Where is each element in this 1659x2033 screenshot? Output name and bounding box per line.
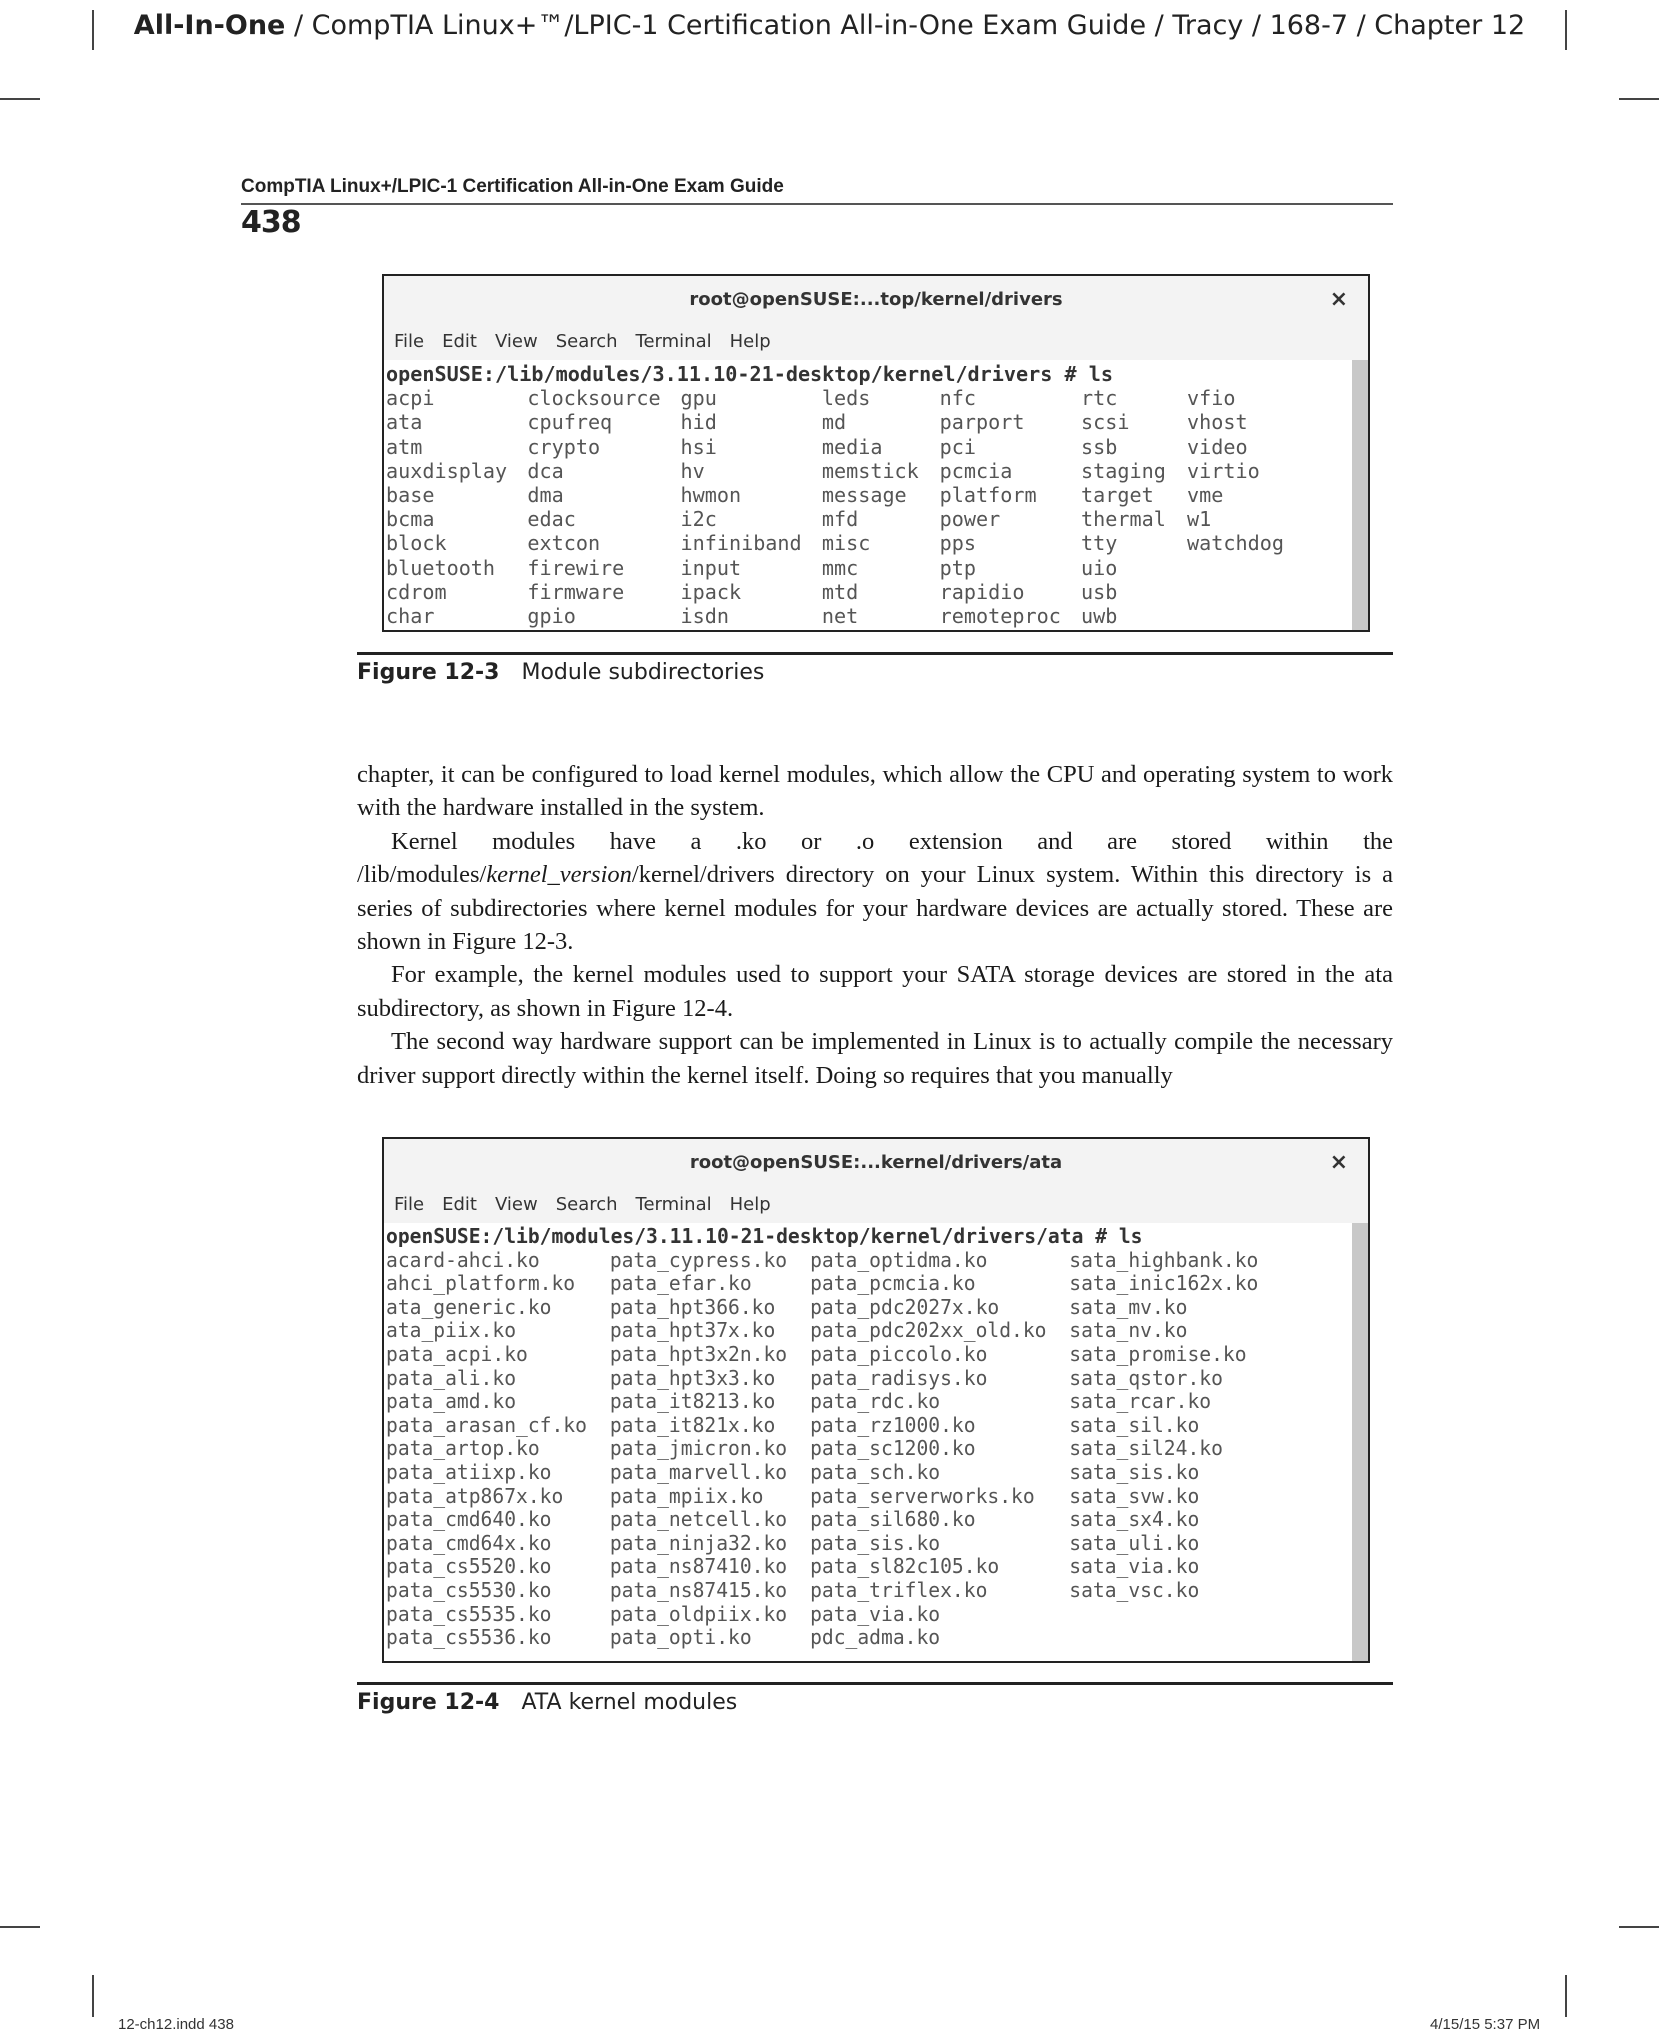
listing-entry: firewire — [527, 555, 625, 580]
scrollbar[interactable] — [1352, 360, 1368, 630]
paragraph: The second way hardware support can be implemented in Linux is to actually compile the necessary driver support directly within the kernel itself. Doing so requires that you manually — [357, 1028, 1393, 1089]
crop-mark — [1619, 1926, 1659, 1928]
paragraph: chapter, it can be configured to load kernel modules, which allow the CPU and operating system to work with the hardware installed in the system. — [357, 761, 1393, 822]
listing-row — [386, 1437, 1350, 1461]
listing-row — [386, 386, 1350, 410]
terminal-titlebar — [384, 1139, 1368, 1187]
menu-terminal[interactable]: Terminal — [635, 1194, 712, 1215]
running-head-bold: All-In-One — [133, 10, 286, 41]
listing-entry: pata_cs5530.ko — [386, 1577, 552, 1602]
terminal-window-ata[interactable] — [382, 1137, 1370, 1663]
listing-entry: mfd — [821, 507, 859, 532]
listing-entry: parport — [939, 410, 1025, 435]
menu-view[interactable]: View — [494, 331, 538, 352]
listing-entry: edac — [527, 507, 576, 532]
listing-entry: md — [821, 410, 847, 435]
running-head — [0, 10, 1659, 41]
figure-label: Figure 12-3 — [357, 660, 500, 685]
listing-entry: pata_pdc202xx_old.ko — [810, 1318, 1047, 1343]
listing-entry: target — [1081, 483, 1154, 508]
listing-entry: pata_it8213.ko — [609, 1389, 776, 1414]
listing-entry: sata_sx4.ko — [1069, 1507, 1200, 1532]
listing-entry: gpio — [527, 604, 576, 629]
menu-file[interactable]: File — [394, 331, 425, 352]
listing-entry: pps — [939, 531, 977, 556]
listing-entry: pata_acpi.ko — [386, 1341, 528, 1366]
paragraph — [357, 825, 1393, 959]
crop-mark — [0, 98, 40, 100]
close-icon[interactable]: × — [1329, 1150, 1348, 1175]
listing-entry: pata_ninja32.ko — [609, 1530, 788, 1555]
listing-entry: hv — [680, 458, 705, 483]
listing-row — [386, 1603, 1350, 1627]
listing-row — [386, 1296, 1350, 1320]
listing-entry: hid — [680, 410, 717, 435]
listing-entry: pata_cypress.ko — [609, 1247, 788, 1272]
listing-entry: block — [386, 531, 447, 556]
listing-entry: platform — [939, 483, 1037, 508]
listing-entry: crypto — [527, 434, 601, 459]
listing-entry: pata_serverworks.ko — [810, 1483, 1035, 1508]
listing-entry: char — [386, 604, 435, 629]
listing-entry: pata_rz1000.ko — [810, 1412, 976, 1437]
shell-prompt: openSUSE:/lib/modules/3.11.10-21-desktop/kernel/drivers # ls — [386, 362, 1113, 386]
listing-row — [386, 1249, 1350, 1273]
listing-entry: bluetooth — [386, 555, 496, 580]
listing-entry: pata_via.ko — [810, 1601, 941, 1626]
listing-row — [386, 459, 1350, 483]
close-icon[interactable]: × — [1329, 287, 1348, 312]
listing-row — [386, 556, 1350, 580]
listing-row — [386, 507, 1350, 531]
listing-entry: sata_sis.ko — [1069, 1459, 1200, 1484]
listing-entry: message — [821, 483, 907, 508]
listing-entry: acard-ahci.ko — [386, 1247, 540, 1272]
body-text — [357, 758, 1393, 1092]
listing-entry: hwmon — [680, 483, 742, 508]
listing-entry: pata_cs5535.ko — [386, 1601, 552, 1626]
listing-entry: ata_piix.ko — [386, 1318, 517, 1343]
listing-entry: scsi — [1081, 410, 1130, 435]
menu-edit[interactable]: Edit — [442, 331, 477, 352]
listing-entry: pata_netcell.ko — [609, 1507, 788, 1532]
crop-mark — [92, 1975, 94, 2017]
menu-help[interactable]: Help — [729, 331, 771, 352]
listing-entry: power — [939, 507, 1001, 532]
menu-terminal[interactable]: Terminal — [635, 331, 712, 352]
running-head-text: / CompTIA Linux+™/LPIC-1 Certification All-in-One Exam Guide / Tracy / 168-7 / Chapter 12 — [285, 10, 1526, 41]
listing-entry: input — [680, 555, 742, 580]
listing-entry: pci — [939, 434, 977, 459]
listing-row — [386, 1272, 1350, 1296]
listing-entry: pata_hpt3x2n.ko — [609, 1341, 788, 1366]
listing-entry: media — [821, 434, 883, 459]
listing-entry: base — [386, 483, 435, 508]
listing-entry: thermal — [1081, 507, 1166, 532]
listing-row — [386, 1579, 1350, 1603]
listing-entry: extcon — [527, 531, 601, 556]
listing-entry: pata_pcmcia.ko — [810, 1271, 976, 1296]
listing-entry: pdc_adma.ko — [810, 1625, 941, 1650]
terminal-window-drivers[interactable] — [382, 274, 1370, 632]
listing-entry: rapidio — [939, 579, 1025, 604]
listing-entry: pata_arasan_cf.ko — [386, 1412, 587, 1437]
listing-entry: ahci_platform.ko — [386, 1271, 576, 1296]
figure-caption — [357, 660, 764, 685]
listing-entry: net — [821, 604, 859, 629]
listing-row — [386, 410, 1350, 434]
listing-entry: pata_piccolo.ko — [810, 1341, 988, 1366]
listing-entry: tty — [1081, 531, 1118, 556]
listing-entry: pata_ns87415.ko — [609, 1577, 788, 1602]
listing-entry: pata_hpt3x3.ko — [609, 1365, 776, 1390]
listing-entry: staging — [1081, 458, 1166, 483]
figure-label: Figure 12-4 — [357, 1690, 500, 1715]
listing-entry: sata_vsc.ko — [1069, 1577, 1200, 1602]
listing-entry: sata_rcar.ko — [1069, 1389, 1212, 1414]
listing-entry: pata_triflex.ko — [810, 1577, 988, 1602]
figure-rule — [357, 1682, 1393, 1685]
listing-entry: misc — [821, 531, 871, 556]
listing-row — [386, 1555, 1350, 1579]
figure-caption — [357, 1690, 737, 1715]
menu-search[interactable]: Search — [555, 1194, 618, 1215]
listing-entry: pata_rdc.ko — [810, 1389, 941, 1414]
figure-caption-text: ATA kernel modules — [521, 1690, 738, 1715]
listing-entry: atm — [386, 434, 423, 459]
terminal-output[interactable] — [384, 360, 1368, 628]
figure-caption-text: Module subdirectories — [521, 660, 765, 685]
listing-entry: sata_uli.ko — [1069, 1530, 1200, 1555]
listing-entry: video — [1187, 434, 1248, 459]
listing-entry: vme — [1187, 483, 1224, 508]
listing-entry: gpu — [680, 386, 717, 411]
listing-entry: w1 — [1187, 507, 1212, 532]
listing-entry: vfio — [1187, 386, 1236, 411]
listing-entry: pata_ns87410.ko — [609, 1554, 788, 1579]
listing-entry: ssb — [1081, 434, 1118, 459]
listing-entry: isdn — [680, 604, 729, 629]
module-listing — [386, 1249, 1368, 1650]
menu-search[interactable]: Search — [555, 331, 618, 352]
listing-entry: pata_marvell.ko — [609, 1459, 788, 1484]
paragraph-emphasis: kernel_version — [486, 861, 632, 889]
listing-entry: firmware — [527, 579, 625, 604]
listing-entry: ata_generic.ko — [386, 1294, 552, 1319]
listing-entry: nfc — [939, 386, 977, 411]
terminal-menubar — [384, 1187, 1368, 1223]
menu-help[interactable]: Help — [729, 1194, 771, 1215]
listing-entry: dma — [527, 483, 564, 508]
paragraph: For example, the kernel modules used to support your SATA storage devices are stored in the ata subdirectory, as shown in Figure 12-4. — [357, 961, 1393, 1022]
listing-entry: watchdog — [1187, 531, 1284, 556]
listing-entry: pata_atiixp.ko — [386, 1459, 552, 1484]
listing-entry: sata_promise.ko — [1069, 1341, 1247, 1366]
listing-entry: infiniband — [680, 531, 802, 556]
listing-row — [386, 1508, 1350, 1532]
listing-entry: pata_cs5536.ko — [386, 1625, 552, 1650]
listing-entry: sata_sil.ko — [1069, 1412, 1200, 1437]
listing-entry: hsi — [680, 434, 717, 459]
listing-entry: pata_sil680.ko — [810, 1507, 976, 1532]
listing-entry: pata_sch.ko — [810, 1459, 941, 1484]
terminal-menubar — [384, 324, 1368, 360]
menu-file[interactable]: File — [394, 1194, 425, 1215]
crop-mark — [1619, 98, 1659, 100]
listing-row — [386, 483, 1350, 507]
listing-entry: leds — [821, 386, 871, 411]
crop-mark — [1565, 1975, 1567, 2017]
listing-row — [386, 1626, 1350, 1650]
shell-prompt: openSUSE:/lib/modules/3.11.10-21-desktop/kernel/drivers/ata # ls — [386, 1224, 1143, 1248]
menu-view[interactable]: View — [494, 1194, 538, 1215]
listing-entry: pata_radisys.ko — [810, 1365, 988, 1390]
book-title: CompTIA Linux+/LPIC-1 Certification All-in-One Exam Guide — [241, 176, 784, 197]
listing-entry: sata_inic162x.ko — [1069, 1271, 1259, 1296]
listing-entry: acpi — [386, 386, 435, 411]
listing-entry: pata_cmd64x.ko — [386, 1530, 552, 1555]
listing-entry: ptp — [939, 555, 977, 580]
listing-row — [386, 1319, 1350, 1343]
listing-entry: pata_efar.ko — [609, 1271, 752, 1296]
listing-row — [386, 1343, 1350, 1367]
directory-listing — [386, 386, 1368, 628]
listing-entry: pata_amd.ko — [386, 1389, 517, 1414]
listing-entry: pata_it821x.ko — [609, 1412, 776, 1437]
listing-entry: usb — [1081, 579, 1118, 604]
listing-row — [386, 1485, 1350, 1509]
footer-timestamp: 4/15/15 5:37 PM — [1430, 2016, 1541, 2033]
listing-entry: pata_hpt37x.ko — [609, 1318, 776, 1343]
listing-entry: pata_cs5520.ko — [386, 1554, 552, 1579]
listing-row — [386, 580, 1350, 604]
listing-entry: memstick — [821, 458, 919, 483]
listing-entry: pata_ali.ko — [386, 1365, 517, 1390]
listing-row — [386, 1414, 1350, 1438]
listing-entry: sata_qstor.ko — [1069, 1365, 1223, 1390]
listing-entry: sata_nv.ko — [1069, 1318, 1188, 1343]
listing-entry: ata — [386, 410, 423, 435]
listing-entry: sata_via.ko — [1069, 1554, 1200, 1579]
listing-entry: rtc — [1081, 386, 1118, 411]
listing-entry: pata_oldpiix.ko — [609, 1601, 788, 1626]
terminal-title: root@openSUSE:...top/kernel/drivers — [689, 289, 1063, 310]
menu-edit[interactable]: Edit — [442, 1194, 477, 1215]
listing-entry: pata_cmd640.ko — [386, 1507, 552, 1532]
listing-entry: ipack — [680, 579, 742, 604]
listing-entry: pata_artop.ko — [386, 1436, 540, 1461]
listing-entry: pata_sc1200.ko — [810, 1436, 976, 1461]
listing-entry: pata_jmicron.ko — [609, 1436, 788, 1461]
listing-entry: pata_optidma.ko — [810, 1247, 988, 1272]
listing-entry: cdrom — [386, 579, 447, 604]
listing-row — [386, 435, 1350, 459]
listing-entry: uio — [1081, 555, 1118, 580]
listing-row — [386, 1461, 1350, 1485]
listing-entry: bcma — [386, 507, 435, 532]
listing-entry: pcmcia — [939, 458, 1013, 483]
footer-filename: 12-ch12.indd 438 — [118, 2016, 234, 2033]
listing-entry: mmc — [821, 555, 859, 580]
listing-entry: i2c — [680, 507, 717, 532]
scrollbar[interactable] — [1352, 1223, 1368, 1661]
listing-entry: dca — [527, 458, 564, 483]
listing-entry: auxdisplay — [386, 458, 508, 483]
listing-entry: vhost — [1187, 410, 1248, 435]
listing-entry: pata_hpt366.ko — [609, 1294, 776, 1319]
figure-rule — [357, 652, 1393, 655]
paragraph-part: /kernel/drivers directory on your Linux system. Within this directory is a series of subdirectories where kernel modules for your hardware devices are actually stored. These are shown in Figure 12-3. — [357, 861, 1393, 956]
listing-entry: sata_highbank.ko — [1069, 1247, 1259, 1272]
paragraph-part: Kernel modules have a .ko or .o extension and are stored within the /lib/modules/ — [357, 827, 1393, 889]
page-number: 438 — [241, 205, 301, 240]
header-rule — [241, 203, 1393, 205]
listing-entry: pata_mpiix.ko — [609, 1483, 764, 1508]
listing-entry: pata_opti.ko — [609, 1625, 752, 1650]
listing-entry: mtd — [821, 579, 859, 604]
crop-mark — [0, 1926, 40, 1928]
listing-row — [386, 531, 1350, 555]
listing-entry: pata_atp867x.ko — [386, 1483, 564, 1508]
terminal-title: root@openSUSE:...kernel/drivers/ata — [689, 1152, 1063, 1173]
listing-entry: uwb — [1081, 604, 1118, 629]
listing-row — [386, 1367, 1350, 1391]
terminal-output[interactable] — [384, 1223, 1368, 1650]
listing-entry: sata_svw.ko — [1069, 1483, 1200, 1508]
listing-entry: virtio — [1187, 458, 1260, 483]
listing-entry: clocksource — [527, 386, 661, 411]
listing-entry: cpufreq — [527, 410, 613, 435]
listing-row — [386, 604, 1350, 628]
listing-entry: pata_sl82c105.ko — [810, 1554, 1000, 1579]
terminal-titlebar — [384, 276, 1368, 324]
listing-row — [386, 1532, 1350, 1556]
listing-entry: remoteproc — [939, 604, 1061, 629]
listing-row — [386, 1390, 1350, 1414]
listing-entry: sata_mv.ko — [1069, 1294, 1188, 1319]
listing-entry: pata_pdc2027x.ko — [810, 1294, 1000, 1319]
listing-entry: sata_sil24.ko — [1069, 1436, 1223, 1461]
listing-entry: pata_sis.ko — [810, 1530, 941, 1555]
